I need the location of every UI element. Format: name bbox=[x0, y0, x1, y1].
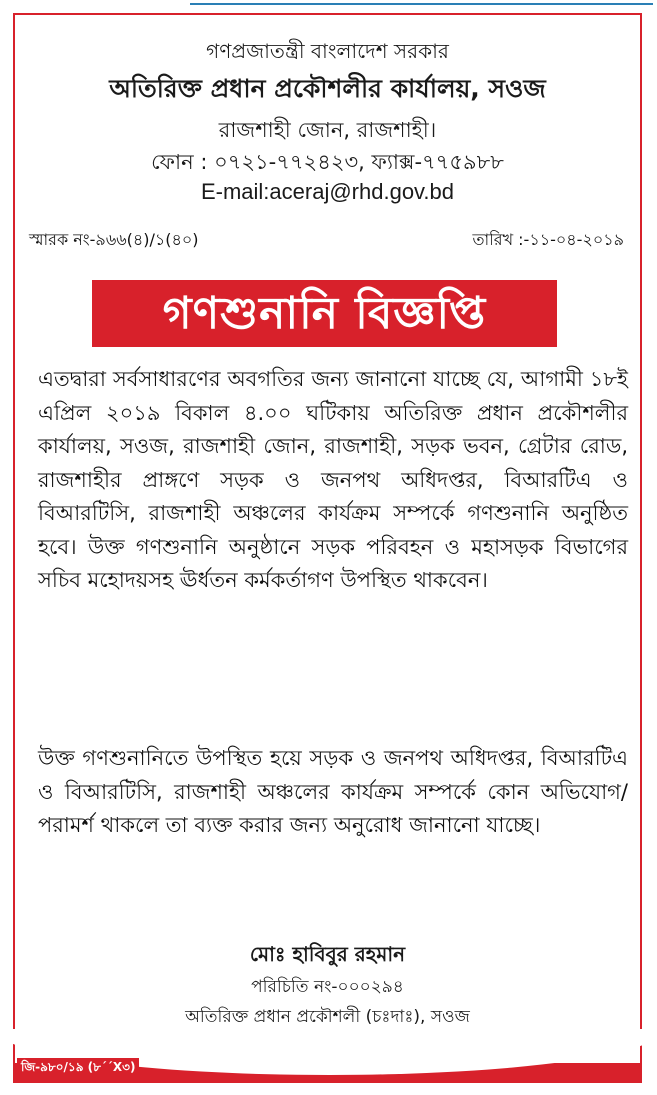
signatory-designation: অতিরিক্ত প্রধান প্রকৌশলী (চঃদাঃ), সওজ bbox=[185, 1007, 470, 1027]
paragraph-2: উক্ত গণশুনানিতে উপস্থিত হয়ে সড়ক ও জনপথ অধিদপ্তর, বিআরটিএ ও বিআরটিসি, রাজশাহী অঞ্চলের কার্যক্রম সম্পর্কে কোন অভিযোগ/পরামর্শ থাকলে তা ব্যক্ত করার জন্য অনুরোধ জানানো যাচ্ছে। bbox=[38, 746, 628, 837]
notice-date: তারিখ :-১১-০৪-২০১৯ bbox=[472, 230, 624, 249]
signatory-name: মোঃ হাবিবুর রহমান bbox=[249, 942, 406, 966]
phone-line: ফোন : ০৭২১-৭৭২৪২৩, ফ্যাক্স-৭৭৫৯৮৮ bbox=[151, 150, 504, 174]
public-notice bbox=[13, 13, 642, 1083]
zone-line: রাজশাহী জোন, রাজশাহী। bbox=[218, 118, 437, 142]
doc-number: জি-৯৮০/১৯ (৮´´X৩) bbox=[17, 1058, 139, 1080]
top-rule bbox=[190, 3, 653, 5]
office-title: অতিরিক্ত প্রধান প্রকৌশলীর কার্যালয়, সওজ bbox=[109, 74, 546, 103]
paragraph-1: এতদ্বারা সর্বসাধারণের অবগতির জন্য জানানো যাচ্ছে যে, আগামী ১৮ই এপ্রিল ২০১৯ বিকাল ৪.০০ ঘটিকায় অতিরিক্ত প্রধান প্রকৌশলীর কার্যালয়, সওজ, রাজশাহী জোন, রাজশাহী, সড়ক ভবন, গ্রেটার রোড, রাজশাহীর প্রাঙ্গণে সড়ক ও জনপথ অধিদপ্তর, বিআরটিএ ও বিআরটিসি, রাজশাহী অঞ্চলের কার্যক্রম সম্পর্কে গণশুনানি অনুষ্ঠিত হবে। উক্ত গণশুনানি অনুষ্ঠানে সড়ক পরিবহন ও মহাসড়ক বিভাগের সচিব মহোদয়সহ ঊর্ধতন কর্মকর্তাগণ উপস্থিত থাকবেন। bbox=[38, 367, 628, 592]
memo-number: স্মারক নং-৯৬৬(৪)/১(৪০) bbox=[29, 230, 199, 249]
signatory-id: পরিচিতি নং-০০০২৯৪ bbox=[251, 977, 404, 997]
notice-title-banner: গণশুনানি বিজ্ঞপ্তি bbox=[92, 280, 557, 347]
government-title: গণপ্রজাতন্ত্রী বাংলাদেশ সরকার bbox=[206, 39, 449, 63]
email-line: E-mail:aceraj@rhd.gov.bd bbox=[200, 179, 455, 204]
top-strip bbox=[0, 0, 657, 9]
